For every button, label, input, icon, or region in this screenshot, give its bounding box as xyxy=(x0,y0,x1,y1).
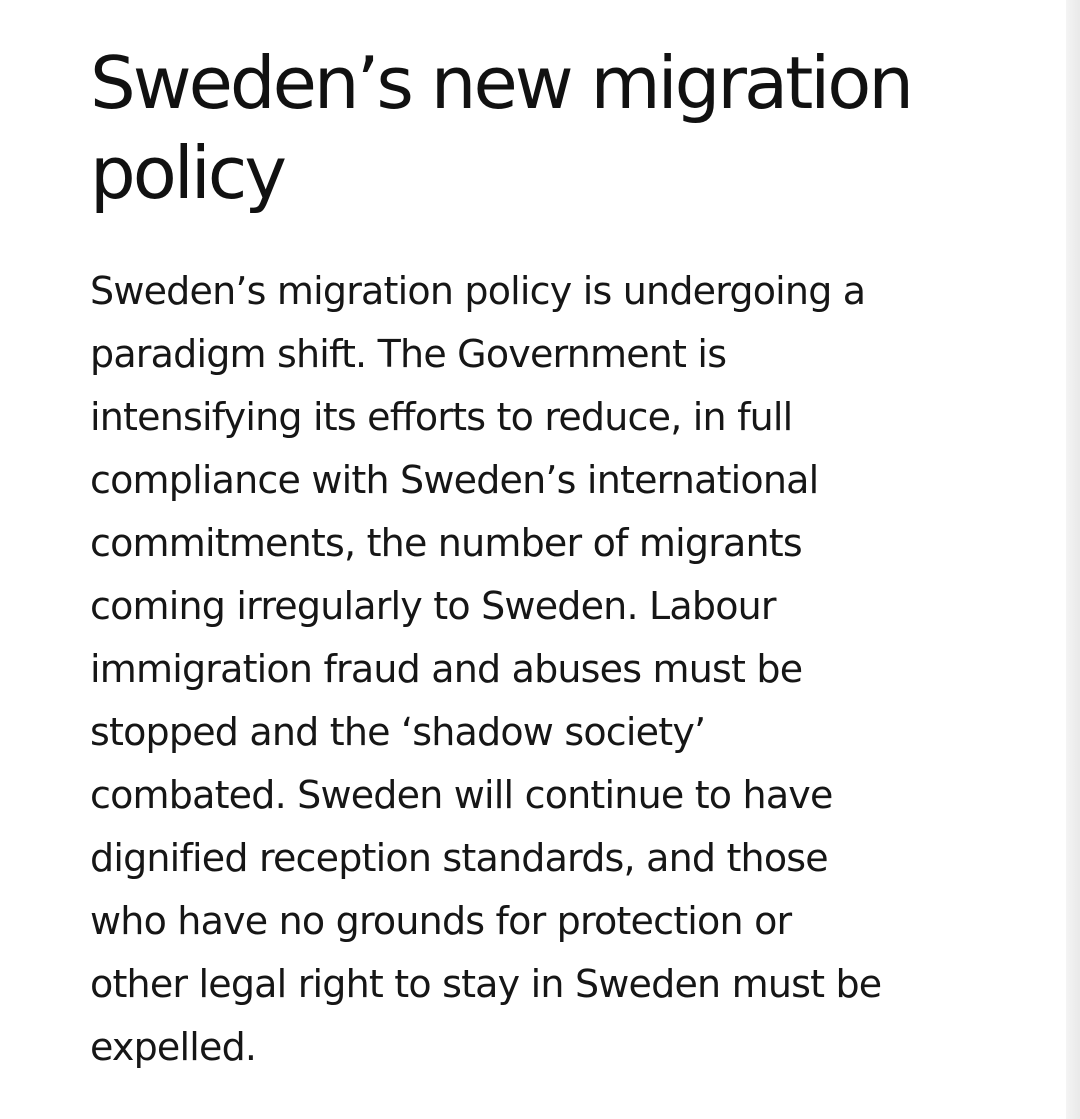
paragraph-line: immigration fraud and abuses must be xyxy=(90,647,803,691)
paragraph-line: stopped and the ‘shadow society’ xyxy=(90,710,706,754)
paragraph-line: who have no grounds for protection or xyxy=(90,899,792,943)
page-scroll-edge[interactable] xyxy=(1066,0,1080,1119)
article-title xyxy=(90,38,1040,218)
paragraph-line: intensifying its efforts to reduce, in full xyxy=(90,395,793,439)
paragraph-line: coming irregularly to Sweden. Labour xyxy=(90,584,776,628)
paragraph-line: dignified reception standards, and those xyxy=(90,836,828,880)
article-title-line: Sweden’s new migration xyxy=(90,41,911,125)
article-title-line: policy xyxy=(90,131,284,215)
article-content xyxy=(90,38,1040,1079)
paragraph-line: paradigm shift. The Government is xyxy=(90,332,727,376)
paragraph-line: other legal right to stay in Sweden must be xyxy=(90,962,882,1006)
paragraph-line: Sweden’s migration policy is undergoing a xyxy=(90,269,866,313)
paragraph-line: expelled. xyxy=(90,1025,257,1069)
paragraph-line: combated. Sweden will continue to have xyxy=(90,773,833,817)
paragraph-line: compliance with Sweden’s international xyxy=(90,458,819,502)
article-body-paragraph xyxy=(90,260,1040,1079)
paragraph-line: commitments, the number of migrants xyxy=(90,521,802,565)
